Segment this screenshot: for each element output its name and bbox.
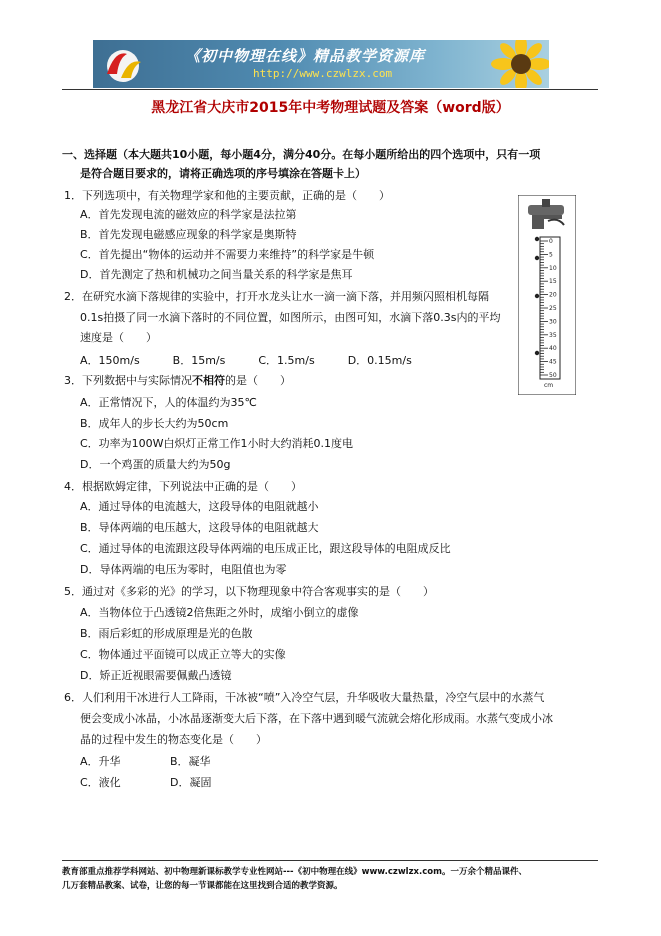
question-4-option-b: B．导体两端的电压越大，这段导体的电阻就越大	[80, 521, 319, 534]
drop-position-2	[535, 256, 539, 260]
question-6-stem-line-3: 晶的过程中发生的物态变化是（ ）	[80, 733, 267, 746]
ruler-label: 25	[549, 305, 557, 312]
ruler-unit: cm	[544, 382, 554, 389]
question-3-stem: 3．下列数据中与实际情况不相符的是（ ）	[64, 374, 291, 387]
question-5-stem: 5．通过对《多彩的光》的学习，以下物理现象中符合客观事实的是（ ）	[64, 585, 434, 598]
question-2-options: A．150m/s B．15m/s C．1.5m/s D．0.15m/s	[80, 354, 412, 367]
question-2-stem-line-2: 0.1s拍摄了同一水滴下落时的不同位置，如图所示，由图可知，水滴下落0.3s内的平均	[80, 311, 501, 324]
question-5-option-c: C．物体通过平面镜可以成正立等大的实像	[80, 648, 286, 661]
ruler-label: 35	[549, 331, 557, 339]
footer-line-1: 教育部重点推荐学科网站、初中物理新课标教学专业性网站---《初中物理在线》www.czwlzx.com。一万余个精品课件、	[62, 867, 527, 877]
question-5-option-d: D．矫正近视眼需要佩戴凸透镜	[80, 669, 232, 682]
question-5-option-a: A．当物体位于凸透镜2倍焦距之外时，成缩小倒立的虚像	[80, 606, 359, 619]
question-4-option-a: A．通过导体的电流越大，这段导体的电阻就越小	[80, 500, 319, 513]
drop-position-1	[535, 237, 539, 241]
ruler-label: 10	[549, 264, 557, 272]
ruler-label: 0	[549, 238, 553, 245]
faucet-icon	[528, 199, 564, 229]
footer-divider	[62, 860, 598, 861]
ruler-label: 20	[549, 291, 557, 299]
question-3-option-d: D．一个鸡蛋的质量大约为50g	[80, 458, 231, 471]
ruler-label: 5	[549, 251, 553, 259]
question-2-stem-line-1: 2．在研究水滴下落规律的实验中，打开水龙头让水一滴一滴下落，并用频闪照相机每隔	[64, 290, 489, 303]
question-1-option-c: C．首先提出“物体的运动并不需要力来维持”的科学家是牛顿	[80, 248, 375, 261]
document-title: 黑龙江省大庆市2015年中考物理试题及答案（word版）	[151, 100, 510, 116]
question-6-option-a: A．升华	[80, 755, 121, 768]
ruler-label: 15	[549, 278, 557, 286]
ruler-label: 50	[549, 372, 557, 379]
question-4-option-d: D．导体两端的电压为零时，电阻值也为零	[80, 563, 287, 576]
question-4-option-c: C．通过导体的电流跟这段导体两端的电压成正比，跟这段导体的电阻成反比	[80, 542, 451, 555]
question-2-stem-line-3: 速度是（ ）	[80, 331, 157, 344]
drop-position-4	[535, 351, 539, 355]
question-3-option-a: A．正常情况下，人的体温约为35℃	[80, 396, 257, 409]
ruler-label: 40	[549, 345, 557, 353]
section-heading-line-1: 一、选择题（本大题共10小题，每小题4分，满分40分。在每小题所给出的四个选项中，只有一项	[62, 148, 541, 161]
question-4-stem: 4．根据欧姆定律，下列说法中正确的是（ ）	[64, 480, 302, 493]
banner-title: 《初中物理在线》精品教学资源库	[185, 47, 426, 65]
question-6-stem-line-1: 6．人们利用干冰进行人工降雨，干冰被“喷”入冷空气层，升华吸收大量热量，冷空气层中的水蒸气	[64, 691, 545, 704]
water-drop-figure	[518, 195, 576, 395]
question-6-stem-line-2: 便会变成小冰晶，小冰晶逐渐变大后下落，在下落中遇到暖气流就会熔化形成雨。水蒸气变成小冰	[80, 712, 553, 725]
question-6-option-c: C．液化	[80, 776, 121, 789]
question-6-option-b: B．凝华	[170, 755, 211, 768]
header-divider	[62, 89, 598, 90]
footer-line-2: 几万套精品教案、试卷，让您的每一节课都能在这里找到合适的教学资源。	[62, 881, 343, 891]
question-1-option-b: B．首先发现电磁感应现象的科学家是奥斯特	[80, 228, 297, 241]
section-heading-line-2: 是符合题目要求的，请将正确选项的序号填涂在答题卡上）	[80, 167, 366, 180]
sunflower-icon	[481, 40, 549, 88]
question-1-option-d: D．首先测定了热和机械功之间当量关系的科学家是焦耳	[80, 268, 353, 281]
question-1-option-a: A．首先发现电流的磁效应的科学家是法拉第	[80, 208, 297, 221]
drop-position-3	[535, 294, 539, 298]
ruler-label: 30	[549, 318, 557, 326]
question-3-option-c: C．功率为100W白炽灯正常工作1小时大约消耗0.1度电	[80, 437, 354, 450]
site-logo-icon	[101, 44, 145, 84]
ruler-label: 45	[549, 358, 557, 366]
question-1-stem: 1．下列选项中，有关物理学家和他的主要贡献，正确的是（ ）	[64, 189, 390, 202]
banner-url[interactable]: http://www.czwlzx.com	[253, 67, 393, 80]
question-3-option-b: B．成年人的步长大约为50cm	[80, 417, 229, 430]
header-banner	[93, 40, 549, 88]
question-5-option-b: B．雨后彩虹的形成原理是光的色散	[80, 627, 253, 640]
question-6-option-d: D．凝固	[170, 776, 212, 789]
